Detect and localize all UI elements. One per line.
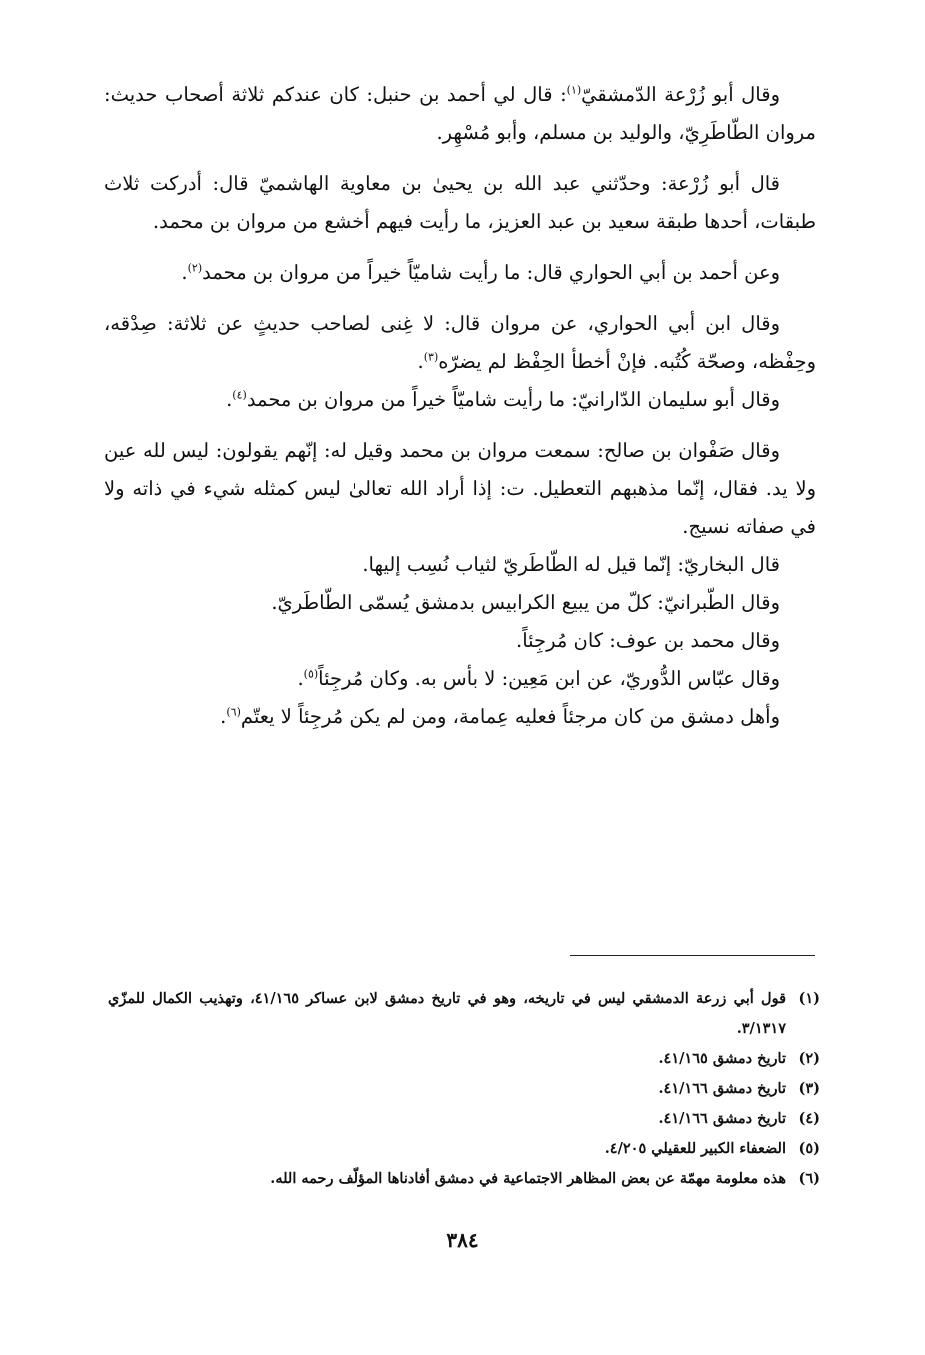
footnote-2 (108, 1044, 820, 1074)
footnote-number: (٦) (798, 1170, 820, 1187)
footnote-text: تاريخ دمشق ٤١/١٦٥. (658, 1050, 786, 1067)
line-tabarani: وقال الطّبرانيّ: كلّ من يبيع الكرابيس بدمشق يُسمّى الطّاطَريّ. (271, 591, 780, 614)
footnote-number: (١) (798, 990, 820, 1007)
paragraph-darani: وقال أبو سليمان الدّارانيّ: ما رأيت شاميّاً خيراً من مروان بن محمد$^{(٤)}$. (226, 388, 780, 411)
footnote-ref-5[interactable]: (٥) (303, 667, 319, 681)
footnote-ref-6[interactable]: (٦) (226, 705, 241, 719)
footnote-number: (٣) (798, 1080, 820, 1097)
line-abbas-al-duri: وقال عبّاس الدُّوريّ، عن ابن مَعِين: لا بأس به. وكان مُرجِئاً$^{(٥)}$. (297, 667, 780, 690)
paragraph-abu-zura-hashimi: قال أبو زُرْعة: وحدّثني عبد الله بن يحيىٰ بن معاوية الهاشميّ قال: أدركت ثلاث طبقات، أحدها طبقة سعيد بن عبد العزيز، ما رأيت فيهم أخشع من مروان بن محمد. (104, 172, 816, 233)
footnote-ref-1[interactable]: (١) (566, 83, 582, 97)
footnote-ref-2[interactable]: (٢) (187, 261, 203, 275)
line-muhammad-ibn-awf: وقال محمد بن عوف: كان مُرجِئاً. (516, 629, 780, 652)
line-damascus-turban: وأهل دمشق من كان مرجئاً فعليه عِمامة، ومن لم يكن مُرجِئاً لا يعتّم$^{(٦)}$. (220, 705, 780, 728)
paragraph-abu-zura-quote: وقال أبو زُرْعة الدّمشقيّ$^{(١)}$: قال لي أحمد بن حنبل: كان عندكم ثلاثة أصحاب حديث: مروان الطّاطَرِيّ، والوليد بن مسلم، وأبو مُسْهِر. (104, 83, 816, 144)
paragraph-three-things: وقال ابن أبي الحواري، عن مروان قال: لا غِنى لصاحب حديثٍ عن ثلاثة: صِدْقه، وحِفْظه، وصحّة كُتُبه. فإنْ أخطأ الحِفْظ لم يضرّه$^{(٣)}$. (104, 312, 816, 373)
footnote-separator (570, 955, 815, 956)
footnote-text: تاريخ دمشق ٤١/١٦٦. (658, 1080, 786, 1097)
footnote-number: (٢) (798, 1050, 820, 1067)
paragraph-ibn-abi-al-hawari: وعن أحمد بن أبي الحواري قال: ما رأيت شاميّاً خيراً من مروان بن محمد$^{(٢)}$. (181, 261, 780, 284)
footnote-5 (108, 1134, 820, 1164)
paragraph-safwan: وقال صَفْوان بن صالح: سمعت مروان بن محمد وقيل له: إنّهم يقولون: ليس لله عين ولا يد. فقال، إنّما مذهبهم التعطيل. ت: إذا أراد الله تعالىٰ ليس كمثله شيء في ذاته ولا في صفاته نسيج. (104, 439, 816, 538)
footnote-4 (108, 1104, 820, 1134)
footnote-number: (٤) (798, 1110, 820, 1127)
main-text (104, 76, 816, 736)
footnote-text: الضعفاء الكبير للعقيلي ٤/٢٠٥. (604, 1140, 786, 1157)
footnote-text: تاريخ دمشق ٤١/١٦٦. (658, 1110, 786, 1127)
footnotes (108, 984, 820, 1194)
footnote-text: هذه معلومة مهمّة عن بعض المظاهر الاجتماعية في دمشق أفادناها المؤلّف رحمه الله. (270, 1170, 786, 1187)
footnote-number: (٥) (798, 1140, 820, 1157)
footnote-6 (108, 1164, 820, 1194)
footnote-3 (108, 1074, 820, 1104)
footnote-1 (108, 984, 820, 1044)
footnote-ref-4[interactable]: (٤) (232, 388, 247, 402)
page-number: ٣٨٤ (446, 1228, 479, 1252)
footnote-ref-3[interactable]: (٣) (423, 350, 439, 364)
footnote-text: قول أبي زرعة الدمشقي ليس في تاريخه، وهو في تاريخ دمشق لابن عساكر ٤١/١٦٥، وتهذيب الكمال للمزّي ٣/١٣١٧. (108, 990, 786, 1037)
line-bukhari: قال البخاريّ: إنّما قيل له الطّاطَريّ لثياب نُسِب إليها. (362, 553, 780, 576)
